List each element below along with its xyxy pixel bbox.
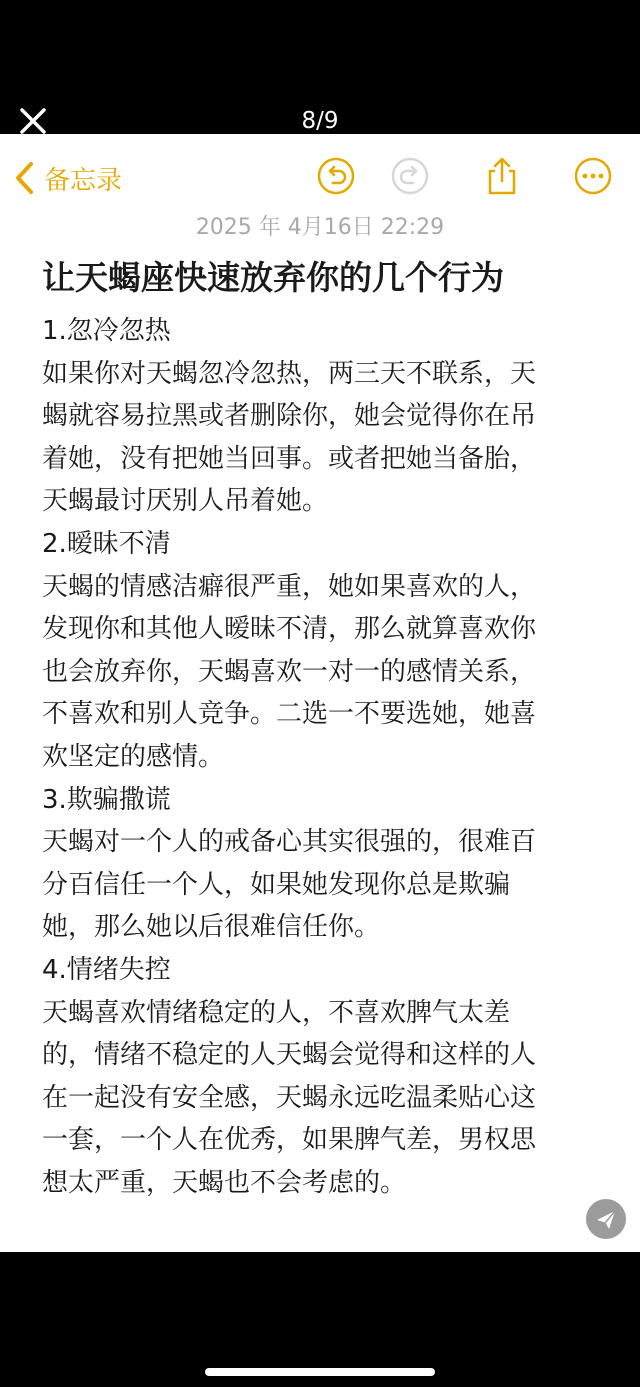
body-line: 在一起没有安全感，天蝎永远吃温柔贴心这 [42,1082,537,1113]
home-indicator[interactable] [205,1368,435,1376]
notes-toolbar [0,134,640,222]
undo-button[interactable] [316,156,356,196]
floating-action-button[interactable] [586,1199,626,1239]
body-line: 天蝎喜欢情绪稳定的人，不喜欢脾气太差 [42,997,511,1028]
redo-icon [390,156,430,196]
body-line: 蝎就容易拉黑或者删除你，她会觉得你在吊 [42,401,537,432]
body-line: 也会放弃你，天蝎喜欢一对一的感情关系， [42,656,537,687]
more-button[interactable] [573,156,613,196]
back-button[interactable] [12,158,122,198]
back-label: 备忘录 [44,165,123,196]
body-line: 她，那么她以后很难信任你。 [42,912,381,943]
image-viewer-header [0,0,640,134]
body-line: 想太严重，天蝎也不会考虑的。 [42,1167,407,1198]
more-icon [573,156,613,196]
body-line: 如果你对天蝎忽冷忽热，两三天不联系，天 [42,358,537,389]
redo-button[interactable] [390,156,430,196]
section-heading: 1.忽冷忽热 [42,316,171,346]
body-line: 一套，一个人在优秀，如果脾气差，男权思 [42,1125,537,1156]
note-date: 2025 年 4月16日 22:29 [195,215,445,240]
body-line: 的，情绪不稳定的人天蝎会觉得和这样的人 [42,1040,537,1071]
body-line: 分百信任一个人，如果她发现你总是欺骗 [42,869,511,900]
page-counter: 8/9 [301,108,339,134]
section-heading: 2.暧昧不清 [42,528,171,559]
body-line: 天蝎对一个人的戒备心其实很强的，很难百 [42,827,537,858]
note-body[interactable] [42,310,587,1204]
body-line: 天蝎最讨厌别人吊着她。 [42,486,329,517]
body-line: 不喜欢和别人竞争。二选一不要选她，她喜 [42,699,537,730]
body-line: 欢坚定的感情。 [42,741,225,772]
send-icon [586,1199,626,1239]
note-title[interactable]: 让天蝎座快速放弃你的几个行为 [42,258,504,297]
section-heading: 3.欺骗撒谎 [42,784,171,815]
note-screen [0,134,640,1252]
section-heading: 4.情绪失控 [42,954,171,985]
share-button[interactable] [482,156,522,196]
body-line: 着她，没有把她当回事。或者把她当备胎， [42,443,537,474]
body-line: 发现你和其他人暧昧不清，那么就算喜欢你 [42,614,537,645]
body-line: 天蝎的情感洁癖很严重，她如果喜欢的人， [42,571,537,602]
share-icon [482,156,522,196]
chevron-left-icon [12,160,36,196]
undo-icon [316,156,356,196]
